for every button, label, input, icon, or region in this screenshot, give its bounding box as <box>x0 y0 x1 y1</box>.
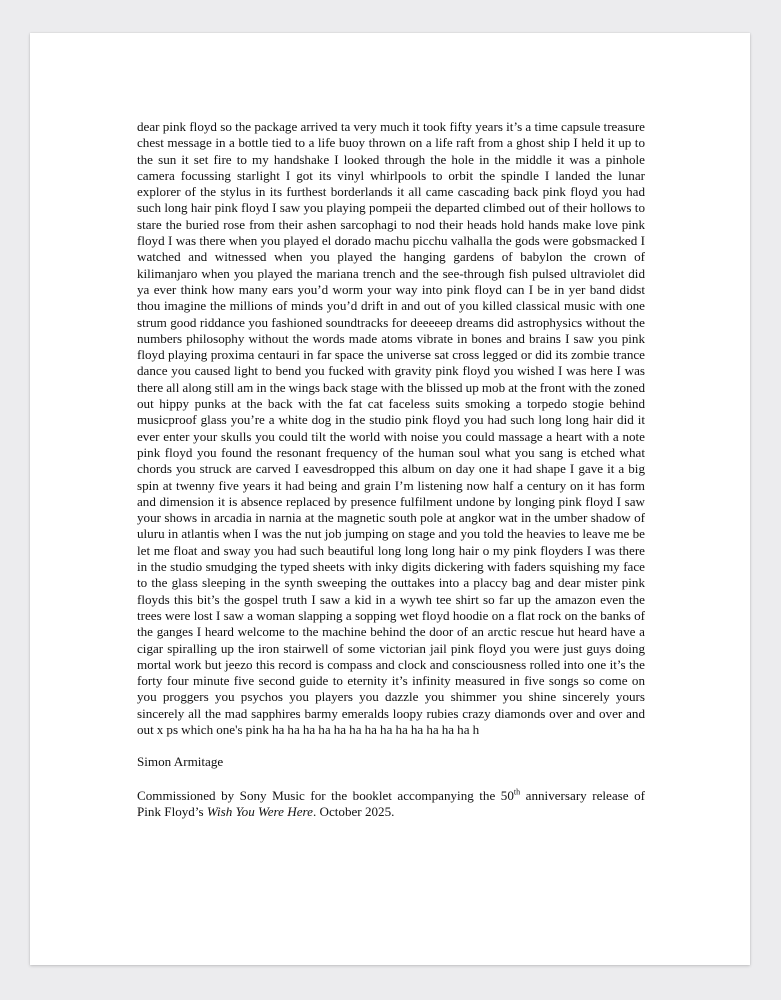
document-page <box>30 33 750 965</box>
credit-text-1: Commissioned by Sony Music for the booklet accompanying the 50 <box>137 787 514 803</box>
album-title: Wish You Were Here <box>206 803 313 819</box>
commission-note <box>137 788 645 821</box>
ordinal-suffix: th <box>513 787 521 797</box>
author-name: Simon Armitage <box>137 754 224 770</box>
credit-text-3: . October 2025. <box>312 803 395 819</box>
poem-body: dear pink floyd so the package arrived ta very much it took fifty years it’s a time capsule treasure chest message in a bottle tied to a life buoy thrown on a life raft from a ghost ship I held it up to the sun it set fire to my handshake I looked through the hole in the middle it was a pinhole camera focussing starlight I got its vinyl whirlpools to orbit the spindle I landed the lunar explorer of the stylus in its furthest borderlands it all came cascading back pink floyd you had such long hair pink floyd I saw you playing pompeii the departed climbed out of their hollows to stare the buried rose from their ashen sarcophagi to nod their heads hold hands make love pink floyd I was there when you played el dorado machu picchu valhalla the gods were gobsmacked I watched and witnessed when you played the hanging gardens of babylon the crown of kilimanjaro when you played the mariana trench and the see-through fish pulsed ultraviolet did ya ever think how many ears you’d worm your way into pink floyd can I be in yer band didst thou imagine the millions of minds you’d drift in and out of you killed classical music with one strum good riddance you fashioned soundtracks for deeeeep dreams did astrophysics without the numbers philosophy without the words made atoms vibrate in bones and brains I saw you pink floyd playing proxima centauri in far space the universe sat cross legged or did its zombie trance dance you caused light to bend you fucked with gravity pink floyd you wished I was here I was there all along still am in the wings back stage with the blissed up mob at the front with the zoned out hippy punks at the back with the fat cat faceless suits smoking a torpedo stogie behind musicproof glass you’re a white dog in the studio pink floyd you had such long long hair did it ever enter your skulls you could tilt the world with noise you could massage a heart with a note pink floyd you found the resonant frequency of the human soul what you sang is etched what chords you struck are carved I eavesdropped this album on day one it had shape I gave it a big spin at twenny five years it had being and grain I’m listening now half a century on it has form and dimension it is absence replaced by presence fulfilment undone by longing pink floyd I saw your shows in arcadia in narnia at the magnetic south pole at angkor wat in the umber shadow of uluru in atlantis when I was the nut job jumping on stage and you told the heavies to leave me be let me float and sway you had such beautiful long long long hair o my pink floyders I was there in the studio smudging the typed sheets with inky digits dickering with faders squishing my face to the glass sleeping in the synth sweeping the outtakes into a placcy bag and dear mister pink floyds this bit’s the gospel truth I saw a kid in a wywh tee shirt so far up the amazon even the trees were lost I saw a woman slapping a sopping wet floyd hoodie on a flat rock on the banks of the ganges I heard welcome to the machine behind the door of an arctic rescue hut heard have a cigar spiralling up the iron stairwell of some victorian jail pink floyd you were just guys doing mortal work but jeezo this record is compass and clock and consciousness rolled into one it’s the forty four minute five second guide to eternity it’s infinity measured in five songs so come on you proggers you psychos you players you dazzle you shimmer you shine sincerely yours sincerely all the mad sapphires barmy emeralds loopy rubies crazy diamonds over and over and out x ps which one's pink ha ha ha ha ha ha ha ha ha ha ha ha ha h <box>137 119 645 737</box>
credit-text-2: anniversary release of Pink Floyd’s <box>137 787 645 819</box>
page-content <box>137 119 645 820</box>
